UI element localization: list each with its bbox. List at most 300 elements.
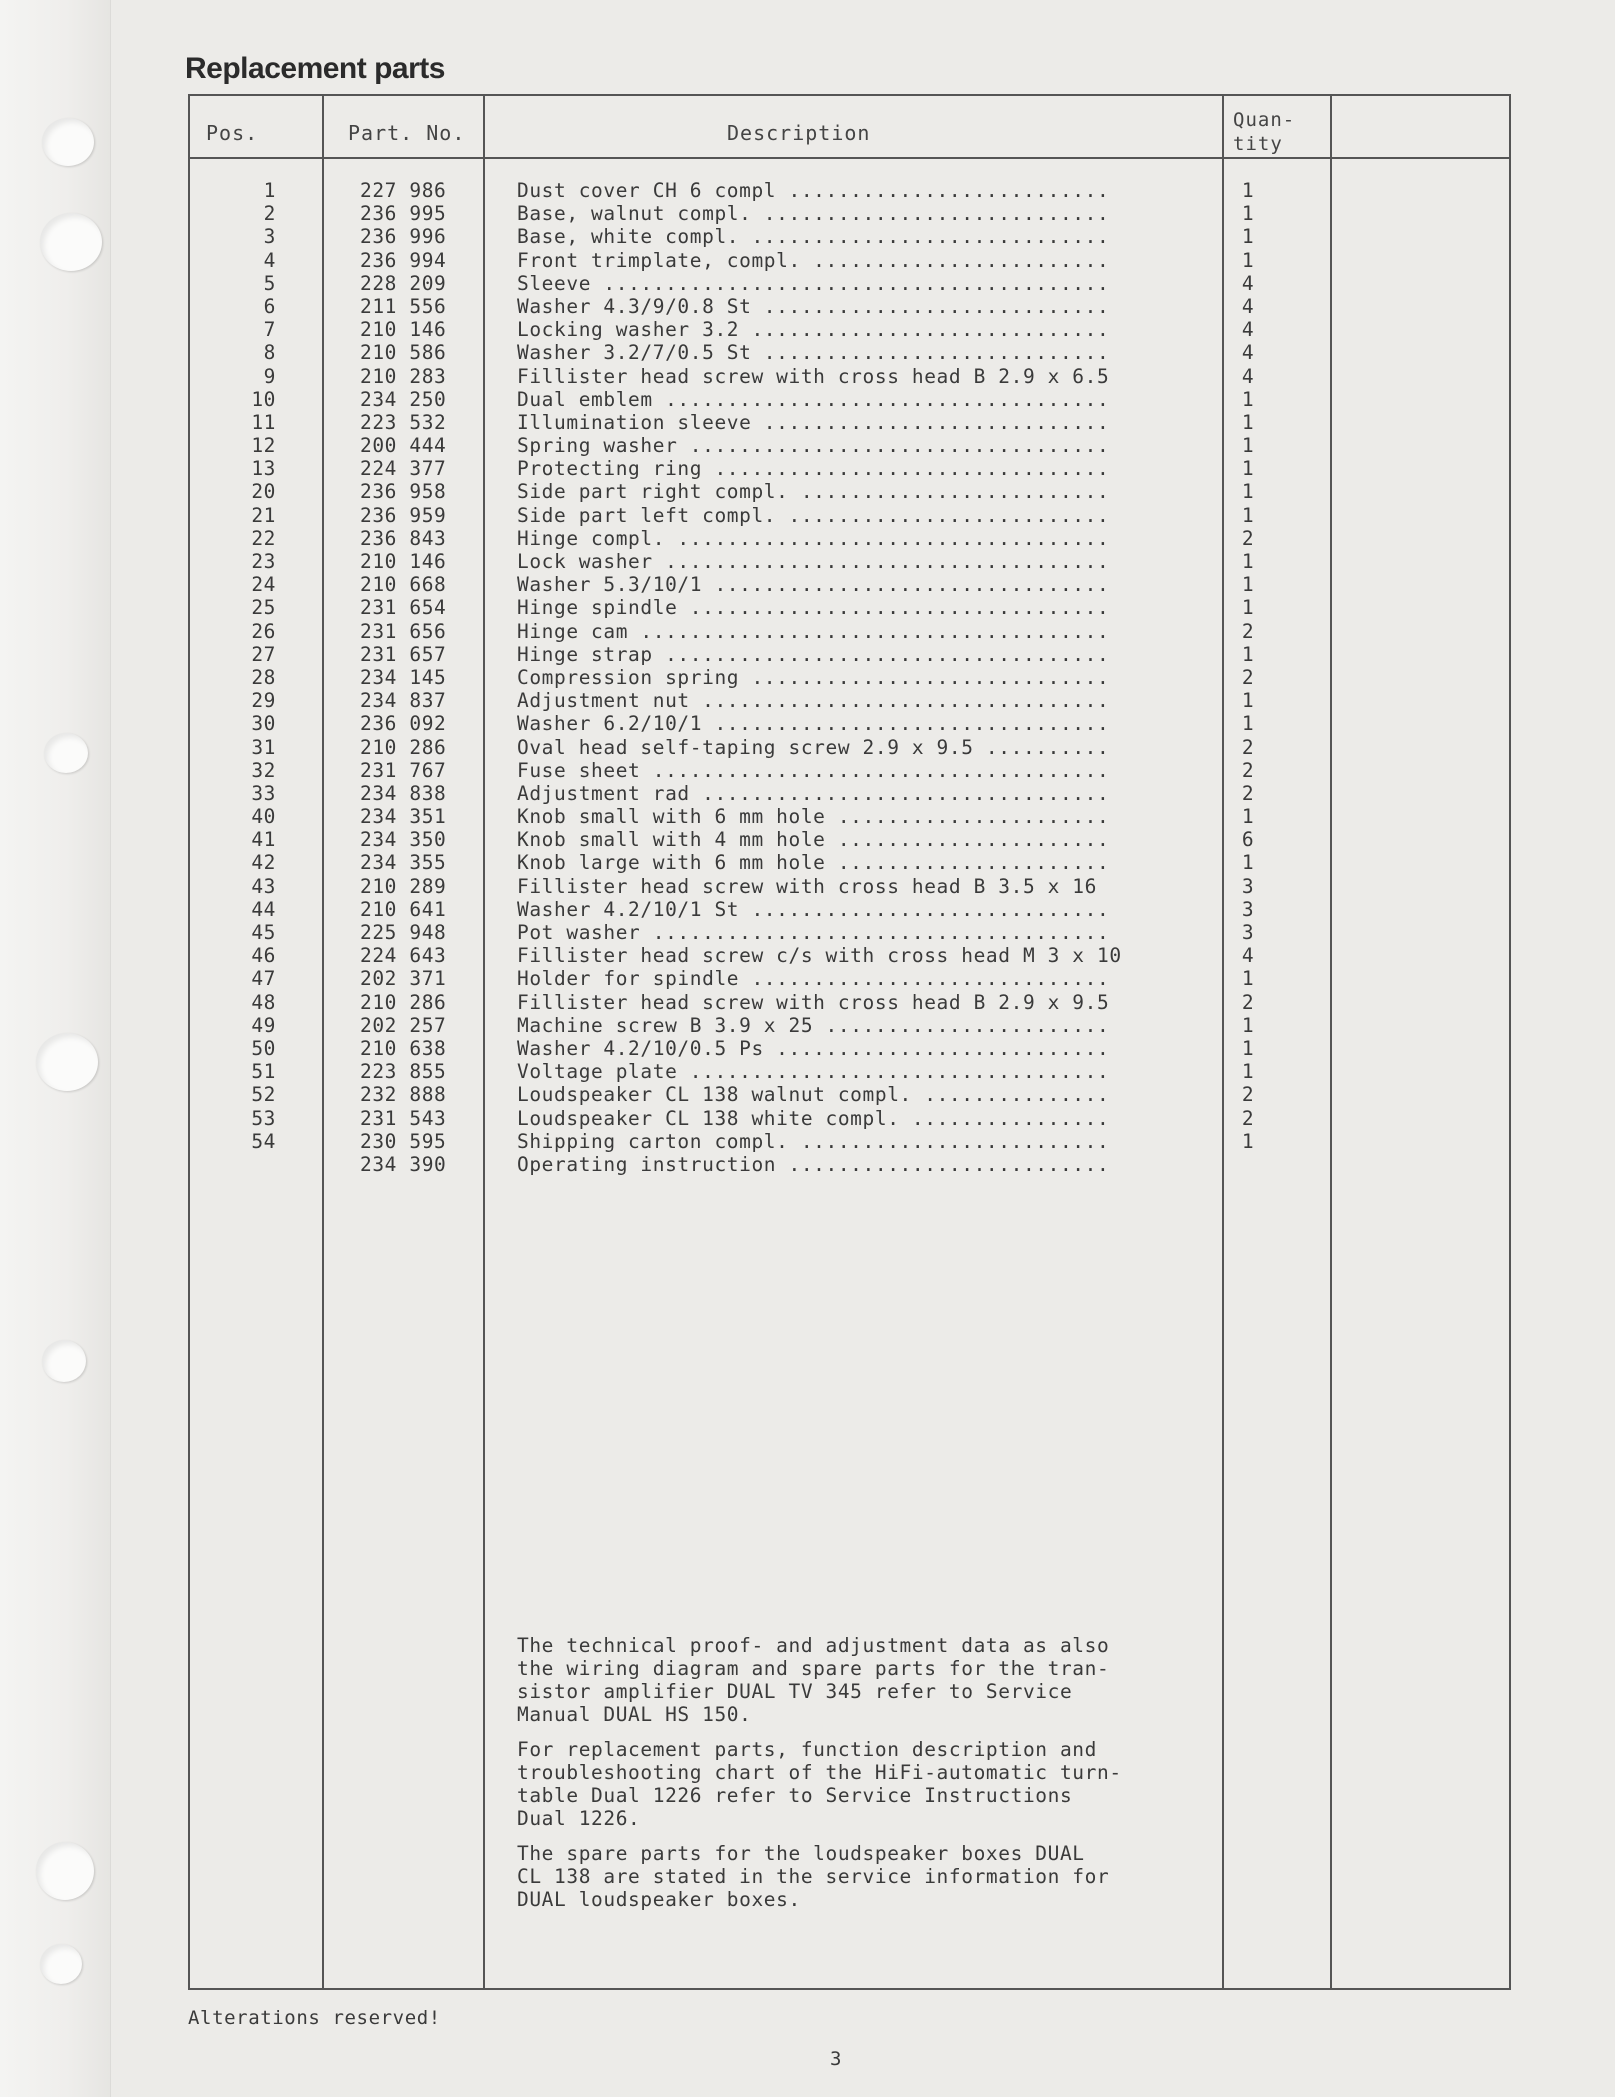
row-description [517, 480, 1207, 503]
leader-dots: ............................ [751, 294, 1110, 318]
row-description [517, 875, 1207, 898]
row-description [517, 225, 1207, 248]
row-part-no: 236 092 [360, 712, 447, 736]
row-pos: 2 [263, 202, 276, 226]
row-description-text: Compression spring [517, 665, 740, 689]
row-pos: 52 [251, 1083, 276, 1107]
leader-dots: ........................ [800, 248, 1110, 272]
row-part-no: 231 767 [360, 758, 447, 782]
row-quantity: 3 [1241, 874, 1255, 898]
row-quantity: 2 [1241, 665, 1255, 689]
row-pos: 49 [251, 1013, 276, 1037]
row-quantity: 6 [1241, 828, 1255, 852]
row-quantity: 4 [1241, 271, 1255, 295]
table-row [0, 759, 1615, 782]
row-quantity: 1 [1241, 712, 1255, 736]
header-quantity-1: Quan- [1233, 109, 1296, 131]
row-description-text: Dust cover CH 6 compl [517, 179, 777, 202]
table-row [0, 851, 1615, 874]
row-description-text: Illumination sleeve [517, 410, 752, 434]
row-description-text: Operating instruction [517, 1152, 777, 1176]
table-row [0, 620, 1615, 643]
table-row [0, 921, 1615, 944]
header-divider [188, 157, 1511, 159]
row-quantity: 1 [1241, 1013, 1255, 1037]
leader-dots: ................................. [689, 689, 1110, 713]
row-description-text: Hinge strap [517, 642, 653, 666]
row-quantity: 2 [1241, 735, 1255, 759]
leader-dots: ....................... [813, 1013, 1110, 1037]
row-pos: 1 [263, 179, 276, 202]
leader-dots: ..................................... [640, 758, 1110, 782]
leader-dots: ................................ [702, 573, 1110, 597]
row-quantity: 2 [1241, 1106, 1255, 1130]
row-quantity: 1 [1241, 573, 1255, 597]
row-description [517, 782, 1207, 805]
row-pos: 8 [263, 341, 276, 365]
row-quantity: 2 [1241, 990, 1255, 1014]
row-quantity: 4 [1241, 341, 1255, 365]
row-quantity: 1 [1241, 550, 1255, 573]
row-description [517, 504, 1207, 527]
row-part-no: 210 146 [360, 318, 447, 342]
table-row [0, 434, 1615, 457]
table-row [0, 480, 1615, 503]
row-pos: 6 [263, 294, 276, 318]
binder-hole [42, 1340, 86, 1382]
row-quantity: 1 [1241, 805, 1255, 829]
row-part-no: 210 668 [360, 573, 447, 597]
row-description-text: Washer 3.2/7/0.5 St [517, 341, 752, 365]
row-pos: 33 [251, 781, 276, 805]
row-part-no: 223 532 [360, 410, 447, 434]
table-row [0, 1083, 1615, 1106]
table-row [0, 202, 1615, 225]
table-row [0, 944, 1615, 967]
row-pos: 48 [251, 990, 276, 1014]
leader-dots: ................................ [702, 712, 1110, 736]
row-pos: 29 [251, 689, 276, 713]
row-description [517, 573, 1207, 596]
row-description-text: Base, walnut compl. [517, 202, 752, 226]
page-title: Replacement parts [185, 52, 445, 85]
leader-dots: .................................... [652, 387, 1110, 411]
header-pos: Pos. [206, 121, 259, 145]
row-description [517, 991, 1207, 1014]
row-part-no: 202 257 [360, 1013, 447, 1037]
row-quantity: 1 [1241, 642, 1255, 666]
row-description [517, 318, 1207, 341]
row-description-text: Washer 4.2/10/0.5 Ps [517, 1036, 764, 1060]
table-row [0, 457, 1615, 480]
row-pos: 22 [251, 526, 276, 550]
row-part-no: 231 654 [360, 596, 447, 620]
row-pos: 9 [263, 364, 276, 388]
binder-hole [40, 1944, 82, 1984]
note-paragraph: The spare parts for the loudspeaker boxes DUAL CL 138 are stated in the service information for DUAL loudspeaker boxes. [517, 1842, 1110, 1911]
row-pos: 25 [251, 596, 276, 620]
row-quantity: 1 [1241, 596, 1255, 620]
row-part-no: 210 638 [360, 1036, 447, 1060]
row-pos: 42 [251, 851, 276, 875]
row-pos: 21 [251, 503, 276, 527]
row-pos: 32 [251, 758, 276, 782]
table-row [0, 1060, 1615, 1083]
row-description [517, 434, 1207, 457]
row-description [517, 295, 1207, 318]
row-part-no: 227 986 [360, 179, 447, 202]
table-row [0, 527, 1615, 550]
row-quantity: 1 [1241, 967, 1255, 991]
row-pos: 23 [251, 550, 276, 573]
row-part-no: 234 350 [360, 828, 447, 852]
row-part-no: 232 888 [360, 1083, 447, 1107]
row-quantity: 1 [1241, 457, 1255, 481]
table-row [0, 712, 1615, 735]
leader-dots: ..................................... [640, 921, 1110, 944]
table-row [0, 225, 1615, 248]
row-description [517, 921, 1207, 944]
row-part-no: 224 643 [360, 944, 447, 968]
row-description [517, 620, 1207, 643]
row-description-text: Fillister head screw c/s with cross head M 3 x 10 [517, 944, 1122, 968]
page-number: 3 [830, 2048, 842, 2070]
leader-dots: ............................. [739, 967, 1110, 991]
row-description-text: Adjustment rad [517, 781, 690, 805]
row-part-no: 228 209 [360, 271, 447, 295]
leader-dots: ...................... [825, 828, 1110, 852]
row-description [517, 272, 1207, 295]
row-part-no: 231 656 [360, 619, 447, 643]
leader-dots: .......................... [776, 503, 1110, 527]
table-row [0, 828, 1615, 851]
row-part-no: 210 283 [360, 364, 447, 388]
row-part-no: 210 289 [360, 874, 447, 898]
row-pos: 10 [251, 387, 276, 411]
row-pos: 5 [263, 271, 276, 295]
row-pos: 44 [251, 897, 276, 921]
row-description-text: Adjustment nut [517, 689, 690, 713]
header-part-no: Part. No. [348, 121, 466, 145]
table-row [0, 249, 1615, 272]
footer-note: Alterations reserved! [188, 2007, 441, 2029]
row-part-no: 211 556 [360, 294, 447, 318]
row-pos: 41 [251, 828, 276, 852]
row-description-text: Hinge compl. [517, 526, 666, 550]
table-row [0, 388, 1615, 411]
table-row [0, 898, 1615, 921]
row-description [517, 1153, 1207, 1176]
row-quantity: 2 [1241, 758, 1255, 782]
row-description [517, 805, 1207, 828]
row-pos: 28 [251, 665, 276, 689]
table-row [0, 1037, 1615, 1060]
row-description-text: Hinge cam [517, 619, 629, 643]
row-description [517, 179, 1207, 202]
row-description-text: Fillister head screw with cross head B 2.9 x 9.5 [517, 990, 1110, 1014]
row-part-no: 202 371 [360, 967, 447, 991]
row-part-no: 224 377 [360, 457, 447, 481]
row-description [517, 527, 1207, 550]
row-part-no: 210 146 [360, 550, 447, 573]
row-description [517, 967, 1207, 990]
leader-dots: ............................ [751, 202, 1110, 226]
row-quantity: 3 [1241, 921, 1255, 944]
leader-dots: ........................... [763, 1036, 1110, 1060]
row-quantity: 4 [1241, 944, 1255, 968]
row-description [517, 388, 1207, 411]
leader-dots: ................................ [702, 457, 1110, 481]
table-row [0, 573, 1615, 596]
row-description-text: Fillister head screw with cross head B 2.9 x 6.5 [517, 364, 1110, 388]
row-quantity: 1 [1241, 480, 1255, 504]
binder-hole [42, 118, 94, 166]
row-description-text: Holder for spindle [517, 967, 740, 991]
row-description [517, 759, 1207, 782]
leader-dots: ......................... [788, 1129, 1110, 1153]
binder-hole [36, 1842, 94, 1900]
row-description [517, 643, 1207, 666]
table-row [0, 1130, 1615, 1153]
row-description-text: Fillister head screw with cross head B 3.5 x 16 [517, 874, 1097, 898]
row-description-text: Sleeve [517, 271, 592, 295]
row-part-no: 225 948 [360, 921, 447, 944]
row-description-text: Loudspeaker CL 138 walnut compl. [517, 1083, 912, 1107]
row-description-text: Side part right compl. [517, 480, 789, 504]
row-quantity: 1 [1241, 387, 1255, 411]
table-row [0, 295, 1615, 318]
row-description-text: Knob small with 4 mm hole [517, 828, 826, 852]
row-description [517, 411, 1207, 434]
row-pos: 30 [251, 712, 276, 736]
leader-dots: .................................... [652, 642, 1110, 666]
row-description-text: Knob large with 6 mm hole [517, 851, 826, 875]
leader-dots: ...................... [825, 805, 1110, 829]
leader-dots: ...................... [825, 851, 1110, 875]
table-row [0, 179, 1615, 202]
leader-dots: .......................... [776, 1152, 1110, 1176]
row-pos: 7 [263, 318, 276, 342]
row-description-text: Washer 4.2/10/1 St [517, 897, 740, 921]
table-row [0, 967, 1615, 990]
row-description [517, 944, 1207, 967]
row-description [517, 365, 1207, 388]
table-row [0, 991, 1615, 1014]
leader-dots: ............................. [739, 318, 1110, 342]
leader-dots: ................................... [665, 526, 1110, 550]
table-row [0, 365, 1615, 388]
row-description [517, 596, 1207, 619]
table-row [0, 643, 1615, 666]
note-paragraph: The technical proof- and adjustment data as also the wiring diagram and spare parts for the tran- sistor amplifier DUAL TV 345 refer to Service Manual DUAL HS 150. [517, 1634, 1110, 1726]
row-pos: 45 [251, 921, 276, 944]
row-description [517, 457, 1207, 480]
leader-dots: .................................. [677, 434, 1110, 458]
row-part-no: 236 996 [360, 225, 447, 249]
row-part-no: 236 959 [360, 503, 447, 527]
row-quantity: 2 [1241, 1083, 1255, 1107]
row-pos: 31 [251, 735, 276, 759]
row-description-text: Front trimplate, compl. [517, 248, 801, 272]
row-description [517, 898, 1207, 921]
leader-dots: ......................................... [591, 271, 1110, 295]
table-row [0, 805, 1615, 828]
table-row [0, 1107, 1615, 1130]
table-row [0, 736, 1615, 759]
row-description-text: Machine screw B 3.9 x 25 [517, 1013, 814, 1037]
table-row [0, 318, 1615, 341]
leader-dots: ............... [911, 1083, 1110, 1107]
leader-dots: ............................ [751, 410, 1110, 434]
row-description [517, 712, 1207, 735]
row-description-text: Lock washer [517, 550, 653, 573]
leader-dots: .......... [973, 735, 1110, 759]
row-quantity: 4 [1241, 364, 1255, 388]
row-part-no: 236 995 [360, 202, 447, 226]
row-part-no: 234 390 [360, 1152, 447, 1176]
row-description-text: Spring washer [517, 434, 678, 458]
table-row [0, 666, 1615, 689]
row-part-no: 231 657 [360, 642, 447, 666]
header-quantity-2: tity [1233, 133, 1283, 155]
row-description [517, 689, 1207, 712]
row-pos: 4 [263, 248, 276, 272]
table-row [0, 411, 1615, 434]
row-description-text: Locking washer 3.2 [517, 318, 740, 342]
row-pos: 13 [251, 457, 276, 481]
row-pos: 43 [251, 874, 276, 898]
row-pos: 47 [251, 967, 276, 991]
row-description [517, 202, 1207, 225]
row-part-no: 236 843 [360, 526, 447, 550]
row-description-text: Washer 6.2/10/1 [517, 712, 703, 736]
row-part-no: 234 837 [360, 689, 447, 713]
row-quantity: 1 [1241, 1036, 1255, 1060]
row-pos: 40 [251, 805, 276, 829]
row-description [517, 1014, 1207, 1037]
row-pos: 12 [251, 434, 276, 458]
leader-dots: .................................. [677, 1060, 1110, 1084]
row-quantity: 1 [1241, 434, 1255, 458]
row-description-text: Voltage plate [517, 1060, 678, 1084]
row-description-text: Side part left compl. [517, 503, 777, 527]
leader-dots: ................................. [689, 781, 1110, 805]
header-description: Description [727, 121, 871, 145]
row-description [517, 1060, 1207, 1083]
row-description-text: Pot washer [517, 921, 641, 944]
row-description [517, 1037, 1207, 1060]
leader-dots: .......................... [776, 179, 1110, 202]
row-quantity: 2 [1241, 526, 1255, 550]
table-row [0, 782, 1615, 805]
row-pos: 53 [251, 1106, 276, 1130]
row-part-no: 231 543 [360, 1106, 447, 1130]
leader-dots: ............................. [739, 897, 1110, 921]
row-description [517, 666, 1207, 689]
row-part-no: 223 855 [360, 1060, 447, 1084]
table-row [0, 272, 1615, 295]
row-part-no: 234 145 [360, 665, 447, 689]
leader-dots: ................ [899, 1106, 1110, 1130]
row-part-no: 236 958 [360, 480, 447, 504]
row-description-text: Washer 5.3/10/1 [517, 573, 703, 597]
row-pos: 26 [251, 619, 276, 643]
table-row [0, 1014, 1615, 1037]
row-pos: 51 [251, 1060, 276, 1084]
row-description [517, 736, 1207, 759]
leader-dots: .................................. [677, 596, 1110, 620]
row-pos: 20 [251, 480, 276, 504]
row-quantity: 4 [1241, 294, 1255, 318]
row-quantity: 1 [1241, 851, 1255, 875]
row-quantity: 1 [1241, 202, 1255, 226]
row-description-text: Base, white compl. [517, 225, 740, 249]
table-row [0, 550, 1615, 573]
row-pos: 27 [251, 642, 276, 666]
row-quantity: 1 [1241, 689, 1255, 713]
row-part-no: 230 595 [360, 1129, 447, 1153]
row-description [517, 550, 1207, 573]
row-description-text: Washer 4.3/9/0.8 St [517, 294, 752, 318]
table-row [0, 596, 1615, 619]
table-row [0, 689, 1615, 712]
row-description-text: Fuse sheet [517, 758, 641, 782]
row-part-no: 210 586 [360, 341, 447, 365]
row-quantity: 1 [1241, 179, 1255, 202]
row-pos: 54 [251, 1129, 276, 1153]
row-quantity: 3 [1241, 897, 1255, 921]
row-part-no: 210 286 [360, 735, 447, 759]
row-description [517, 851, 1207, 874]
leader-dots: ...................................... [628, 619, 1110, 643]
row-quantity: 1 [1241, 1060, 1255, 1084]
row-part-no: 210 641 [360, 897, 447, 921]
parts-rows [0, 179, 1615, 1176]
row-description [517, 828, 1207, 851]
row-description-text: Loudspeaker CL 138 white compl. [517, 1106, 900, 1130]
row-part-no: 210 286 [360, 990, 447, 1014]
row-pos: 46 [251, 944, 276, 968]
row-quantity: 4 [1241, 318, 1255, 342]
row-part-no: 234 351 [360, 805, 447, 829]
table-row [0, 875, 1615, 898]
row-description-text: Protecting ring [517, 457, 703, 481]
row-part-no: 234 250 [360, 387, 447, 411]
leader-dots: ............................ [751, 341, 1110, 365]
row-quantity: 1 [1241, 248, 1255, 272]
row-description [517, 1130, 1207, 1153]
row-part-no: 236 994 [360, 248, 447, 272]
row-quantity: 2 [1241, 619, 1255, 643]
row-description-text: Shipping carton compl. [517, 1129, 789, 1153]
leader-dots: .................................... [652, 550, 1110, 573]
row-pos: 3 [263, 225, 276, 249]
table-row [0, 504, 1615, 527]
leader-dots: ............................. [739, 225, 1110, 249]
row-description [517, 1107, 1207, 1130]
row-description-text: Oval head self-taping screw 2.9 x 9.5 [517, 735, 974, 759]
row-part-no: 234 838 [360, 781, 447, 805]
row-description [517, 249, 1207, 272]
row-pos: 50 [251, 1036, 276, 1060]
row-description [517, 1083, 1207, 1106]
row-description-text: Knob small with 6 mm hole [517, 805, 826, 829]
row-description-text: Dual emblem [517, 387, 653, 411]
row-part-no: 234 355 [360, 851, 447, 875]
leader-dots: ............................. [739, 665, 1110, 689]
leader-dots: ......................... [788, 480, 1110, 504]
row-quantity: 1 [1241, 410, 1255, 434]
